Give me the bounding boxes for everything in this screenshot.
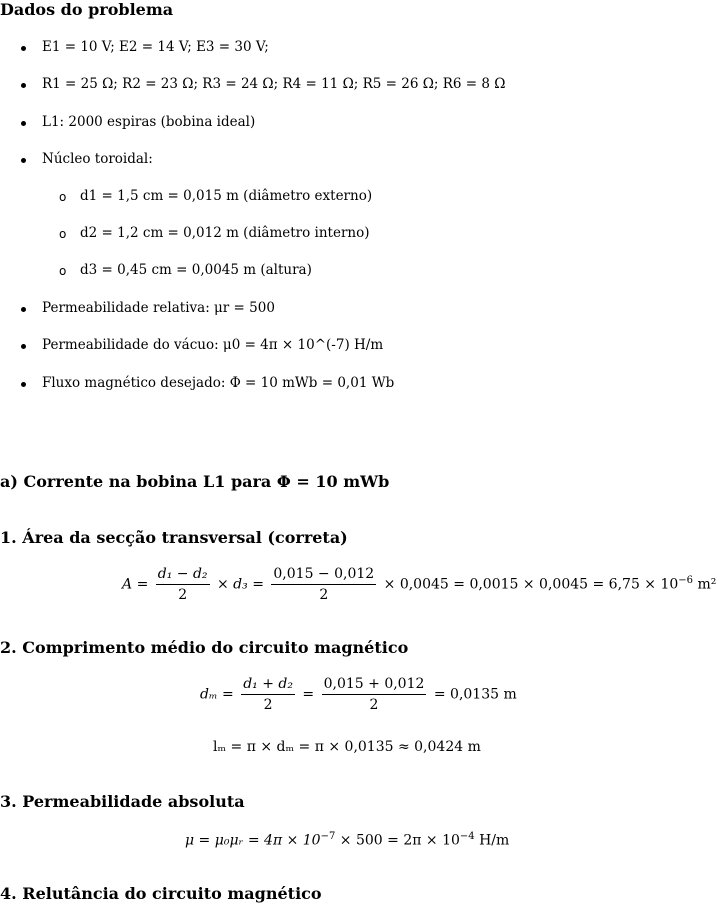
- fraction: $\frac{\text{d₁ − d₂}}{2}$: [157, 566, 208, 603]
- section-title: a) Corrente na bobina L1 para Φ = 10 mWb: [0, 472, 390, 491]
- bullet-icon: [21, 344, 26, 349]
- permeability-equation: μ = μ₀μᵣ = $4\pi \times 10^{-7} \times 500 = 2\pi \times 10^{-4}$ H/m: [185, 831, 510, 849]
- list-item: L1: 2000 espiras (bobina ideal): [42, 114, 256, 130]
- fraction: $\frac{0,015 + 0,012}{2}$: [323, 676, 425, 713]
- area-equation: A = $\frac{\text{d₁ − d₂}}{2}$ × d₃ = $\frac{0,015 - 0,012}{2}$ × $0,0045 = 0,0015 \times 0,0045 = 6,75 \times 10^{-6}$ m²: [122, 566, 716, 603]
- sub-list-item: d3 = 0,45 cm = 0,0045 m (altura): [80, 262, 312, 278]
- bullet-icon: [21, 46, 26, 51]
- bullet-icon: [21, 307, 26, 312]
- list-item: Fluxo magnético desejado: Φ = 10 mWb = 0,01 Wb: [42, 375, 395, 391]
- sub-list-item: d2 = 1,2 cm = 0,012 m (diâmetro interno): [80, 225, 370, 241]
- fraction: $\frac{\text{d₁ + d₂}}{2}$: [243, 676, 293, 713]
- step3-title: 3. Permeabilidade absoluta: [0, 792, 245, 811]
- sub-list-item: d1 = 1,5 cm = 0,015 m (diâmetro externo): [80, 188, 373, 204]
- bullet-icon: [21, 158, 26, 163]
- list-item: Núcleo toroidal:: [42, 151, 153, 167]
- step2-title: 2. Comprimento médio do circuito magnético: [0, 638, 409, 657]
- list-item: Permeabilidade do vácuo: μ0 = 4π × 10^(-7) H/m: [42, 337, 384, 353]
- list-item: Permeabilidade relativa: μr = 500: [42, 300, 275, 316]
- circle-bullet-icon: o: [59, 227, 67, 241]
- circle-bullet-icon: o: [59, 264, 67, 278]
- circle-bullet-icon: o: [59, 190, 67, 204]
- bullet-icon: [21, 83, 26, 88]
- bullet-icon: [21, 121, 26, 126]
- step4-title: 4. Relutância do circuito magnético: [0, 884, 322, 903]
- list-item: R1 = 25 Ω; R2 = 23 Ω; R3 = 24 Ω; R4 = 11 Ω; R5 = 26 Ω; R6 = 8 Ω: [42, 76, 506, 92]
- length-equation: lₘ = π × dₘ = π × 0,0135 ≈ 0,0424 m: [213, 739, 481, 755]
- bullet-icon: [21, 382, 26, 387]
- diameter-equation: dₘ = $\frac{\text{d₁ + d₂}}{2}$ = $\frac{0,015 + 0,012}{2}$ = 0,0135 m: [200, 676, 517, 713]
- step1-title: 1. Área da secção transversal (correta): [0, 528, 348, 547]
- heading: Dados do problema: [0, 0, 174, 19]
- list-item: E1 = 10 V; E2 = 14 V; E3 = 30 V;: [42, 39, 269, 55]
- fraction: $\frac{0,015 - 0,012}{2}$: [273, 566, 375, 603]
